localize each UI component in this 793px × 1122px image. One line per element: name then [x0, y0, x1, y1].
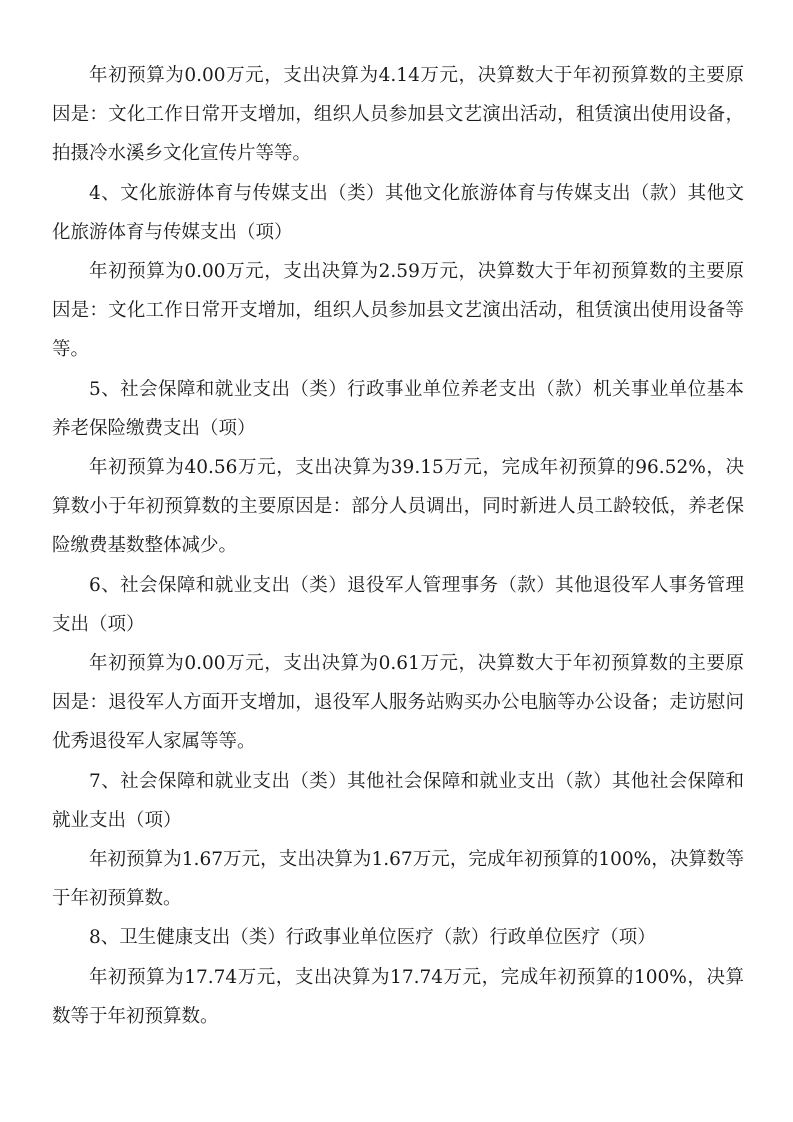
- paragraph-item4-explanation: 年初预算为0.00万元，支出决算为2.59万元，决算数大于年初预算数的主要原因是：文化工作日常开支增加，组织人员参加县文艺演出活动，租赁演出使用设备等等。: [52, 261, 744, 361]
- paragraph-item6-heading: 6、社会保障和就业支出（类）退役军人管理事务（款）其他退役军人事务管理支出（项）: [52, 574, 744, 635]
- paragraph-item8-explanation: 年初预算为17.74万元，支出决算为17.74万元，完成年初预算的100%，决算数等于年初预算数。: [52, 966, 744, 1027]
- paragraph-item4-heading: 4、文化旅游体育与传媒支出（类）其他文化旅游体育与传媒支出（款）其他文化旅游体育与传媒支出（项）: [52, 182, 744, 243]
- document-page: [52, 56, 744, 1036]
- paragraph-item6-explanation: 年初预算为0.00万元，支出决算为0.61万元，决算数大于年初预算数的主要原因是：退役军人方面开支增加，退役军人服务站购买办公电脑等办公设备；走访慰问优秀退役军人家属等等。: [52, 653, 744, 753]
- paragraph-item5-explanation: 年初预算为40.56万元，支出决算为39.15万元，完成年初预算的96.52%，决算数小于年初预算数的主要原因是：部分人员调出，同时新进人员工龄较低，养老保险缴费基数整体减少。: [52, 457, 744, 557]
- paragraph-item8-heading: 8、卫生健康支出（类）行政事业单位医疗（款）行政单位医疗（项）: [89, 927, 656, 949]
- paragraph-item3-explanation: 年初预算为0.00万元，支出决算为4.14万元，决算数大于年初预算数的主要原因是：文化工作日常开支增加，组织人员参加县文艺演出活动，租赁演出使用设备，拍摄冷水溪乡文化宣传片等等。: [52, 65, 744, 165]
- paragraph-item7-heading: 7、社会保障和就业支出（类）其他社会保障和就业支出（款）其他社会保障和就业支出（项）: [52, 770, 744, 831]
- paragraph-item7-explanation: 年初预算为1.67万元，支出决算为1.67万元，完成年初预算的100%，决算数等于年初预算数。: [52, 849, 744, 910]
- paragraph-item5-heading: 5、社会保障和就业支出（类）行政事业单位养老支出（款）机关事业单位基本养老保险缴费支出（项）: [52, 378, 744, 439]
